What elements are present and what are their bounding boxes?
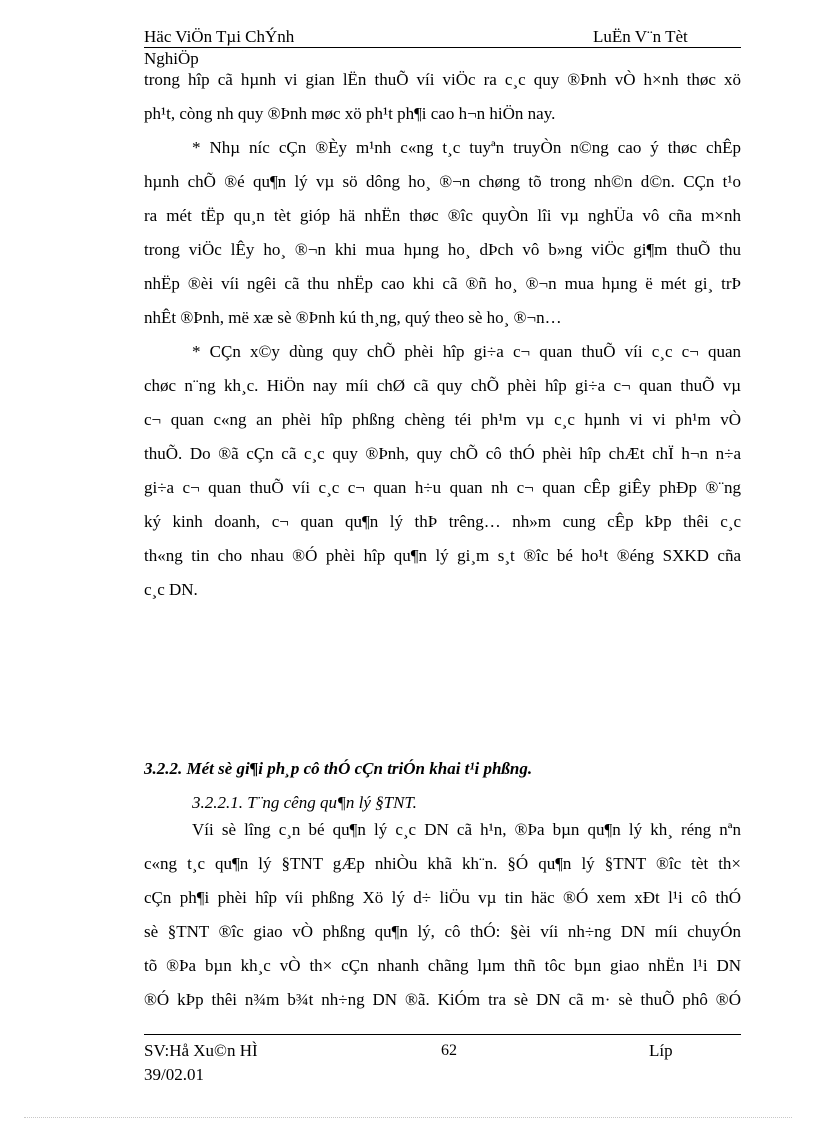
page-number: 62 — [441, 1042, 457, 1059]
paragraph-1 — [144, 70, 741, 138]
paragraph-3 — [144, 342, 741, 614]
text-line: chøc n¨ng kh¸c. HiÖn nay míi chØ cã quy chÕ phèi hîp gi÷a c¬ quan thuÕ vµ — [144, 376, 741, 395]
paragraph-2 — [144, 138, 741, 342]
footer-class-label: Líp — [649, 1041, 673, 1060]
page-header — [144, 26, 741, 74]
text-line: Víi sè lîng c¸n bé qu¶n lý c¸c DN cã h¹n, ®Þa bµn qu¶n lý kh¸ réng nªn — [192, 820, 741, 839]
text-line: * Nhµ níc cÇn ®Èy m¹nh c«ng t¸c tuyªn truyÒn n©ng cao ý thøc chÊp — [192, 138, 741, 157]
text-line: nhÊt ®Þnh, më xæ sè ®Þnh kú th¸ng, quý theo sè ho¸ ®¬n… — [144, 308, 562, 327]
text-line: ®Ó kÞp thêi n¾m b¾t nh÷ng DN ®ã. KiÓm tra sè DN cã m· sè thuÕ phô ®Ó — [144, 990, 741, 1009]
footer-student-name: SV:Hå Xu©n HÌ — [144, 1041, 258, 1060]
text-line: trong hîp cã hµnh vi gian lËn thuÕ víi viÖc ra c¸c quy ®Þnh vÒ h×nh thøc xö — [144, 70, 741, 89]
subsection-heading: 3.2.2.1. T¨ng cêng qu¶n lý §TNT. — [192, 793, 417, 812]
text-line: ph¹t, còng nh quy ®Þnh møc xö ph¹t ph¶i cao h¬n hiÖn nay. — [144, 104, 556, 123]
header-institution-cont: NghiÖp — [144, 49, 199, 68]
header-institution: Häc ViÖn Tµi ChÝnh — [144, 27, 295, 46]
text-line: sè §TNT ®îc giao vÒ phßng qu¶n lý, cô thÓ: §èi víi nh÷ng DN míi chuyÓn — [144, 922, 741, 941]
footer-class-code: 39/02.01 — [144, 1065, 204, 1084]
text-line: ra mét tËp qu¸n tèt gióp hä nhËn thøc ®îc quyÒn lîi vµ nghÜa vô cña m×nh — [144, 206, 741, 225]
text-line: th«ng tin cho nhau ®Ó phèi hîp qu¶n lý gi¸m s¸t ®îc bé ho¹t ®éng SXKD cña — [144, 546, 741, 565]
text-line: cÇn ph¶i phèi hîp víi phßng Xö lý d÷ liÖu vµ tin häc ®Ó xem xÐt l¹i cô thÓ — [144, 888, 741, 907]
text-line: tõ ®Þa bµn kh¸c vÒ th× cÇn nhanh chãng lµm thñ tôc bµn giao nhËn l¹i DN — [144, 956, 741, 975]
header-thesis-title: LuËn V¨n Tèt — [593, 27, 688, 46]
text-line: gi÷a c¬ quan thuÕ víi c¸c c¬ quan h÷u quan nh c¬ quan cÊp giÊy phÐp ®¨ng — [144, 478, 741, 497]
page-bottom-border — [24, 1117, 792, 1118]
text-line: c¬ quan c«ng an phèi hîp phßng chèng téi ph¹m vµ c¸c hµnh vi vi ph¹m vÒ — [144, 410, 741, 429]
text-line: nhËp ®èi víi ngêi cã thu nhËp cao khi cã ®ñ ho¸ ®¬n mua hµng ë mét gi¸ trÞ — [144, 274, 741, 293]
text-line: * CÇn x©y dùng quy chÕ phèi hîp gi÷a c¬ quan thuÕ víi c¸c c¬ quan — [192, 342, 741, 361]
footer-divider — [144, 1034, 741, 1035]
text-line: thuÕ. Do ®ã cÇn cã c¸c quy ®Þnh, quy chÕ cô thÓ phèi hîp chÆt chÏ h¬n n÷a — [144, 444, 741, 463]
text-line: trong viÖc lÊy ho¸ ®¬n khi mua hµng ho¸ dÞch vô b»ng viÖc gi¶m thuÕ thu — [144, 240, 741, 259]
text-line: hµnh chÕ ®é qu¶n lý vµ sö dông ho¸ ®¬n chøng tõ trong nh©n d©n. CÇn t¹o — [144, 172, 741, 191]
paragraph-final — [144, 820, 741, 1024]
header-divider — [144, 47, 741, 48]
section-heading: 3.2.2. Mét sè gi¶i ph¸p cô thÓ cÇn triÓn khai t¹i phßng. — [144, 759, 533, 778]
text-line: c«ng t¸c qu¶n lý §TNT gÆp nhiÒu khã kh¨n. §Ó qu¶n lý §TNT ®îc tèt th× — [144, 854, 741, 873]
text-line: c¸c DN. — [144, 580, 198, 599]
text-line: ký kinh doanh, c¬ quan qu¶n lý thÞ trêng… nh»m cung cÊp kÞp thêi c¸c — [144, 512, 741, 531]
